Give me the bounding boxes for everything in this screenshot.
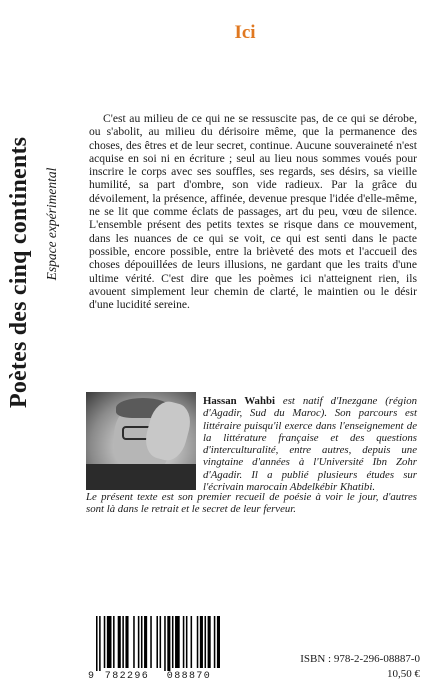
barcode-bar — [205, 616, 207, 668]
author-bio-text: est natif d'Inezgane (région d'Agadir, Sud du Maroc). Son parcours est littéraire puisqu'il exerce dans l'enseignement de la littérature française et des questions d'interculturalité, entre autres, depuis une vingtaine d'années à l'Université Ibn Zohr d'Agadir. Il a publié plusieurs études sur l'écrivain marocain Abdelkébir Khatibi. — [203, 395, 417, 494]
barcode-bar — [141, 616, 143, 668]
price: 10,50 € — [387, 668, 420, 680]
barcode-bar — [150, 616, 152, 668]
isbn: ISBN : 978-2-296-08887-0 — [300, 653, 420, 665]
barcode-bar — [172, 616, 174, 668]
barcode-bar — [113, 616, 115, 668]
author-photo — [86, 392, 196, 490]
barcode-bar — [99, 616, 101, 671]
book-title: Ici — [234, 22, 256, 43]
series-subtitle: Espace expérimental — [44, 167, 59, 281]
barcode-bar — [191, 616, 193, 668]
barcode-bar — [217, 616, 220, 668]
author-bio-continued: Le présent texte est son premier recueil de poésie à voir le jour, d'autres sont là dans le retrait et le secret de leur ferveur. — [86, 491, 417, 516]
author-name: Hassan Wahbi — [203, 395, 275, 407]
barcode-digits — [88, 671, 220, 682]
barcode-bar — [164, 616, 166, 671]
barcode-bar — [144, 616, 147, 668]
barcode-group-2: 088870 — [166, 671, 212, 682]
blurb-paragraph: C'est au milieu de ce qui ne se ressuscite pas, de ce qui se dérobe, ou s'abolit, au milieu du dérisoire même, que la permanence des choses, des êtres et de leur secret, continue. Aucune souveraineté n'est acquise en soi ni en écriture ; seul au lieu nous sommes voués pour inscrire le corps avec ses souffles, ses regards, ses désirs, sa vieille humilité, sa part d'ombre, son vide radieux. Par la grâce du dévoilement, la présence, affinée, devenue presque l'idée d'elle-même, ne se lit que comme éclats de passages, art du peu, vœu de silence. L'ensemble présent des petits textes se risque dans ce mouvement, dans les nuances de ce qui se voit, ce qui est senti dans le pacte possible, encore possible, entre la brièveté des mots et l'accueil des choses dépouillées de leurs illusions, ne gardant que les traits d'une ultime vérité. C'est dire que les poèmes ici n'atteignent rien, ils avouent simplement leur chemin de clarté, le maintien ou le désir d'une lucidité sereine. — [89, 112, 417, 312]
barcode-bar — [104, 616, 106, 668]
barcode-bar — [156, 616, 158, 668]
barcode-bar — [125, 616, 128, 668]
barcode-bar — [200, 616, 203, 668]
barcode-bar — [118, 616, 121, 668]
barcode-bars — [88, 616, 220, 671]
author-bio — [203, 395, 417, 493]
barcode-bar — [96, 616, 98, 671]
series-title: Poètes des cinq continents — [6, 136, 32, 408]
barcode-bar — [122, 616, 124, 668]
barcode-lead-digit: 9 — [88, 671, 95, 682]
barcode-bar — [175, 616, 180, 668]
barcode-group-1: 782296 — [104, 671, 150, 682]
barcode-bar — [197, 616, 199, 668]
barcode-bar — [138, 616, 140, 668]
barcode-bar — [208, 616, 211, 668]
barcode-bar — [160, 616, 162, 668]
barcode-bar — [186, 616, 188, 668]
barcode-bar — [167, 616, 170, 671]
barcode-bar — [214, 616, 216, 668]
back-cover-text — [89, 112, 417, 311]
barcode-bar — [107, 616, 112, 668]
barcode — [88, 616, 220, 686]
barcode-bar — [183, 616, 185, 668]
spine-area — [0, 0, 78, 420]
barcode-bar — [133, 616, 135, 668]
